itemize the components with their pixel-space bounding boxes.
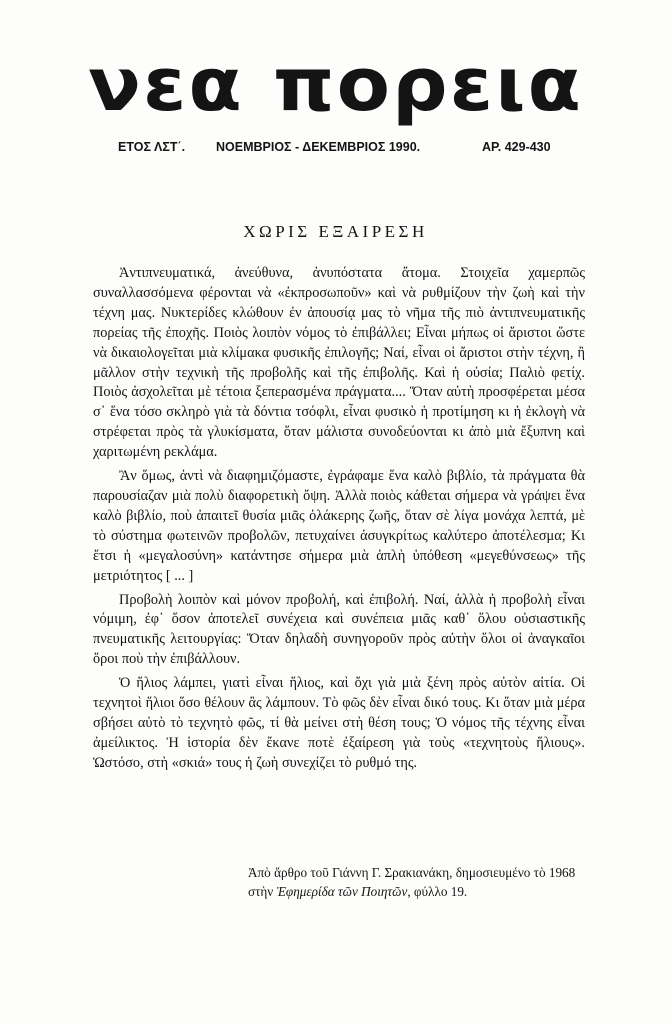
article-paragraph-3: Προβολὴ λοιπὸν καὶ μόνον προβολή, καὶ ἐπιβολή. Ναί, ἀλλὰ ἡ προβολὴ εἶναι νόμιμη, ἐφ᾽ ὅσον ἀποτελεῖ συνέχεια καὶ συνέπεια μιᾶς καθ᾽ ὅλου οὐσιαστικῆς πνευματικῆς λειτουργίας: Ὅταν δηλαδὴ συνηγοροῦν πρὸς αὐτὴν ὅλοι οἱ ἀναγκαῖοι ὅροι ποὺ τὴν ἐπιβάλλουν.	[93, 591, 585, 668]
issue-info-line	[0, 140, 671, 160]
source-note	[248, 863, 588, 901]
source-note-prefix: Ἀπὸ ἄρθρο τοῦ Γιάννη Γ. Σρακιανάκη, δημοσιευμένο τὸ 1968 στὴν	[248, 865, 576, 899]
source-note-journal: Ἐφημερίδα τῶν Ποιητῶν	[276, 884, 408, 899]
source-note-suffix: , φύλλο 19.	[407, 884, 468, 899]
article-paragraph-1: Ἀντιπνευματικά, ἀνεύθυνα, ἀνυπόστατα ἄτομα. Στοιχεῖα χαμερπῶς συναλλασσόμενα φέρονται νὰ «ἐκπροσωποῦν» καὶ νὰ ρυθμίζουν τὴν ζωὴ καὶ τὴν τέχνη μας. Νυκτερίδες κλώθουν ἐν ἀπουσίᾳ μας τὸ νῆμα τῆς πιὸ ἀντιπνευματικῆς πορείας τῆς ἐποχῆς. Ποιὸς λοιπὸν νόμος τὸ ἐπιβάλλει; Εἶναι μήπως οἱ ἄριστοι ὥστε νὰ δικαιολογεῖται μιὰ κλίμακα φυσικῆς ἐπιλογῆς; Ναί, εἶναι οἱ ἄριστοι στὴν τέχνη, ἢ μᾶλλον στὴν τεχνικὴ τῆς προβολῆς καὶ τῆς ἐπιβολῆς. Καὶ ἡ οὐσία; Παλιὸ φετίχ. Ποιὸς ἀσχολεῖται μὲ τέτοια ξεπερασμένα πράγματα.... Ὅταν αὐτὴ προσφέρεται μέσα σ᾽ ἕνα τόσο σκληρὸ γιὰ τὰ δόντια τσόφλι, εἶναι φυσικὸ ἡ προτίμηση κι ἡ ἐκλογὴ νὰ στρέφεται πρὸς τὰ γλυκίσματα, ὅταν μάλιστα συνοδεύονται κι ἀπὸ μιὰ ἔξυπνη καὶ χαριτωμένη ρεκλάμα.	[93, 265, 585, 461]
issue-number: ΑΡ. 429-430	[482, 140, 551, 154]
article-paragraph-4: Ὁ ἥλιος λάμπει, γιατὶ εἶναι ἥλιος, καὶ ὄχι γιὰ μιὰ ξένη πρὸς αὐτὸν αἰτία. Οἱ τεχνητοὶ ἥλιοι ὅσο θέλουν ἂς λάμπουν. Τὸ φῶς δὲν εἶναι δικό τους. Κι ὅταν μιὰ μέρα σβήσει αὐτὸ τὸ τεχνητὸ φῶς, τί θὰ μείνει στὴ θέση τους; Ὁ νόμος τῆς τέχνης εἶναι ἀμείλικτος. Ἡ ἱστορία δὲν ἔκανε ποτὲ ἐξαίρεση γιὰ τοὺς «τεχνητοὺς ἥλιους». Ὡστόσο, στὴ «σκιά» τους ἡ ζωὴ συνεχίζει τὸ ρυθμό της.	[93, 675, 585, 771]
issue-year: ΕΤΟΣ ΛΣΤ΄.	[118, 140, 186, 154]
article-heading: ΧΩΡΙΣ ΕΞΑΙΡΕΣΗ	[243, 222, 428, 241]
journal-masthead: νεα πορεια	[87, 42, 583, 128]
issue-months: ΝΟΕΜΒΡΙΟΣ - ΔΕΚΕΜΒΡΙΟΣ 1990.	[216, 140, 421, 154]
article-paragraph-2: Ἂν ὅμως, ἀντὶ νὰ διαφημιζόμαστε, ἐγράφαμε ἕνα καλὸ βιβλίο, τὰ πράγματα θὰ παρουσίαζαν μιὰ πολὺ διαφορετικὴ ὄψη. Ἀλλὰ ποιὸς κάθεται σήμερα νὰ γράψει ἕνα καλὸ βιβλίο, ποὺ ἀπαιτεῖ θυσία μιᾶς ὁλάκερης ζωῆς, ὅταν σὲ λίγα μονάχα λεπτά, μὲ τὸ σύστημα φωτεινῶν προβολῶν, πετυχαίνει ἀσυγκρίτως καλύτερο ἀποτέλεσμα; Κι ἔτσι ἡ «μεγαλοσύνη» κατάντησε σήμερα μιὰ ἁπλὴ ὑπόθεση «μεγεθύνσεως» τῆς μετριότητος [ ... ]	[93, 468, 585, 584]
article-body	[93, 264, 585, 778]
